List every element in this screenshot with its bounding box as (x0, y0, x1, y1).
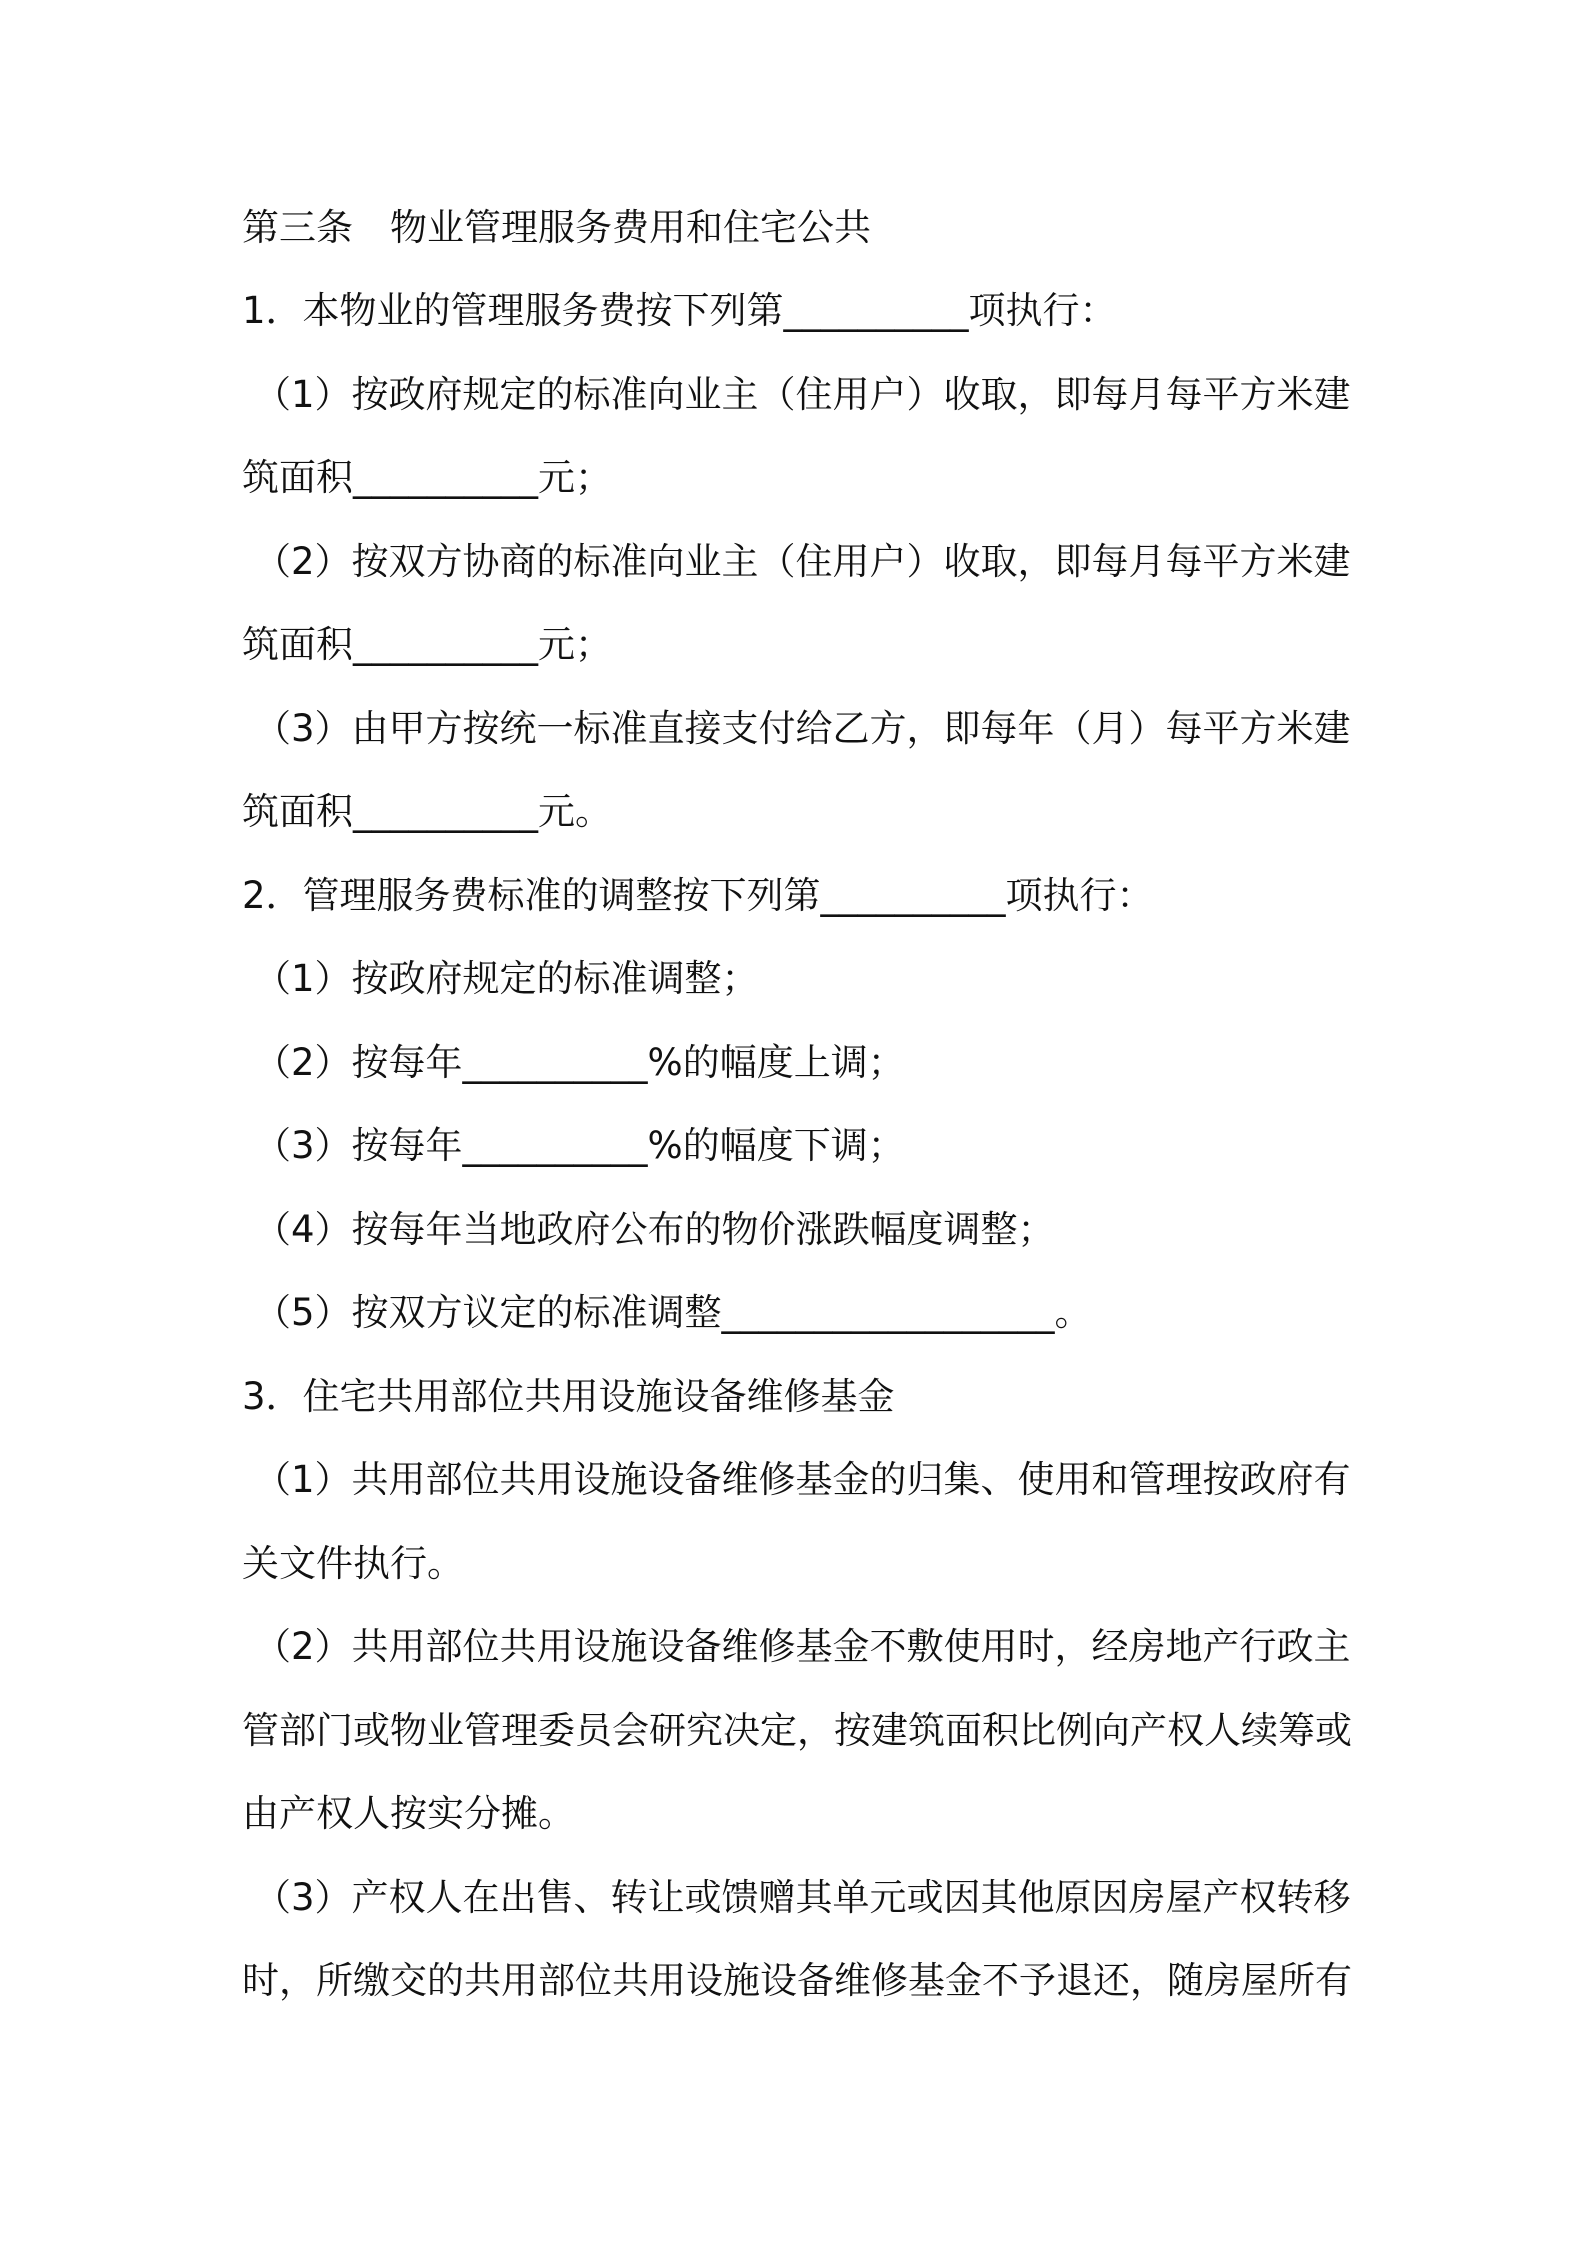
section-2-item-1: （1）按政府规定的标准调整； (254, 957, 759, 1000)
section-3-item-2-cont-2: 由产权人按实分摊。 (242, 1792, 575, 1835)
section-1-item-2: （2）按双方协商的标准向业主（住用户）收取，即每月每平方米建 (254, 540, 1351, 583)
section-3-item-1-cont: 关文件执行。 (242, 1542, 464, 1585)
section-2-item-5: （5）按双方议定的标准调整__________________。 (254, 1291, 1092, 1334)
section-3-item-3: （3）产权人在出售、转让或馈赠其单元或因其他原因房屋产权转移 (254, 1876, 1351, 1919)
section-3-heading: 3．住宅共用部位共用设施设备维修基金 (242, 1375, 895, 1418)
section-1-item-3-cont: 筑面积__________元。 (242, 790, 612, 833)
section-2-item-4: （4）按每年当地政府公布的物价涨跌幅度调整； (254, 1208, 1055, 1251)
section-1-heading: 1．本物业的管理服务费按下列第__________项执行： (242, 289, 1117, 332)
section-1-item-3: （3）由甲方按统一标准直接支付给乙方，即每年（月）每平方米建 (254, 707, 1351, 750)
article-heading: 第三条 物业管理服务费用和住宅公共 (242, 206, 871, 249)
section-2-heading: 2．管理服务费标准的调整按下列第__________项执行： (242, 874, 1154, 917)
section-3-item-3-cont: 时，所缴交的共用部位共用设施设备维修基金不予退还，随房屋所有 (242, 1959, 1352, 2002)
section-3-item-2-cont-1: 管部门或物业管理委员会研究决定，按建筑面积比例向产权人续筹或 (242, 1709, 1352, 1752)
section-1-item-2-cont: 筑面积__________元； (242, 623, 612, 666)
section-3-item-2: （2）共用部位共用设施设备维修基金不敷使用时，经房地产行政主 (254, 1625, 1351, 1668)
section-1-item-1-cont: 筑面积__________元； (242, 456, 612, 499)
section-2-item-3: （3）按每年__________%的幅度下调； (254, 1124, 905, 1167)
section-1-item-1: （1）按政府规定的标准向业主（住用户）收取，即每月每平方米建 (254, 373, 1351, 416)
section-3-item-1: （1）共用部位共用设施设备维修基金的归集、使用和管理按政府有 (254, 1458, 1351, 1501)
section-2-item-2: （2）按每年__________%的幅度上调； (254, 1041, 905, 1084)
